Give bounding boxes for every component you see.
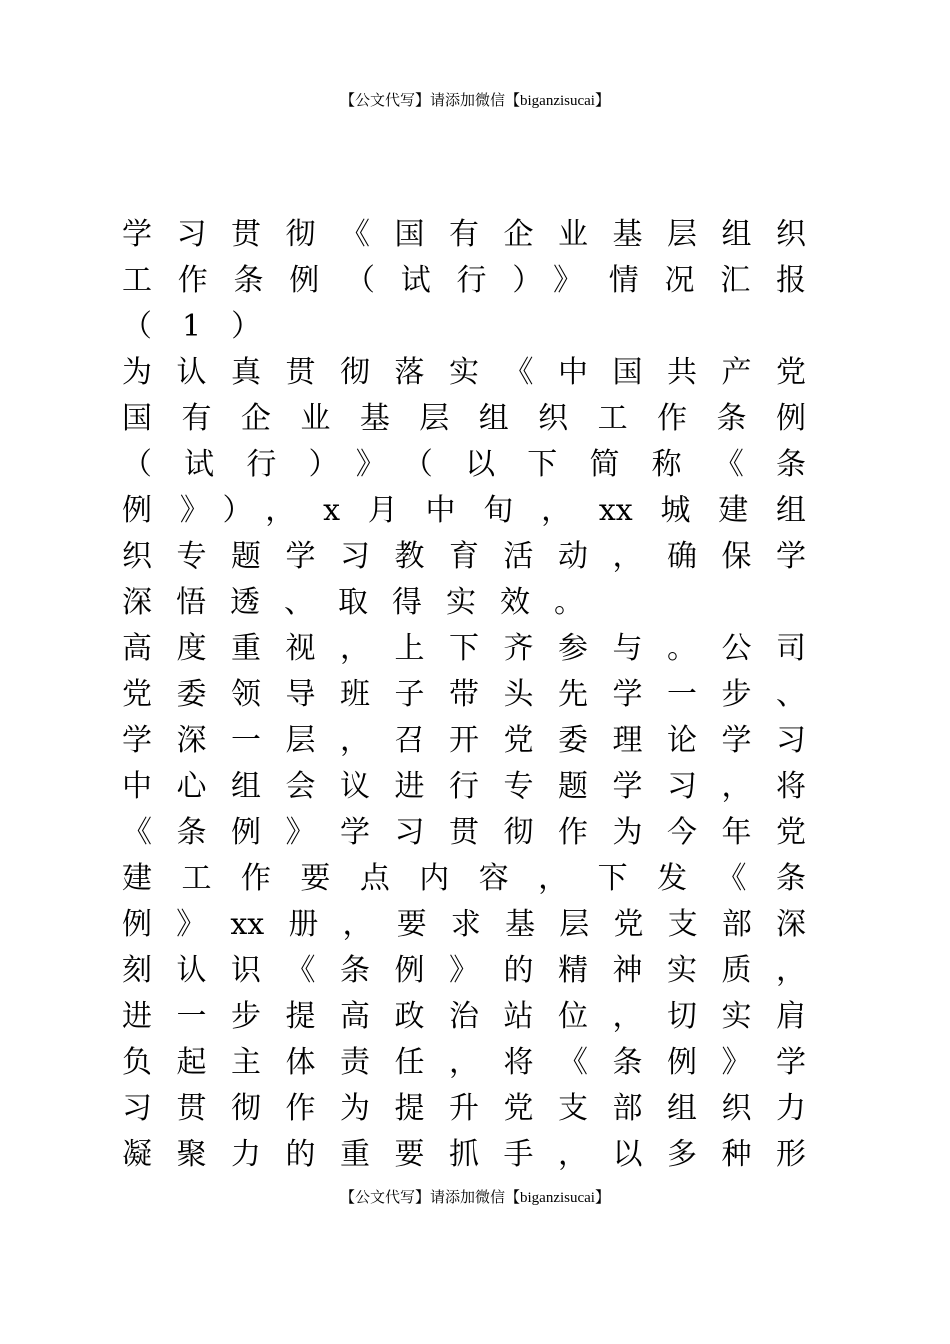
paragraph-line: 负起主体责任，将《条例》学 xyxy=(122,1045,806,1080)
paragraph-line: 党委领导班子带头先学一步、 xyxy=(122,677,806,712)
paragraph-line: 例》xx册，要求基层党支部深 xyxy=(122,907,806,942)
paragraph-line: 学深一层，召开党委理论学习 xyxy=(122,723,806,758)
paragraph-line: 中心组会议进行专题学习，将 xyxy=(122,769,806,804)
paragraph-line: 《条例》学习贯彻作为今年党 xyxy=(122,815,806,850)
page-header: 【公文代写】请添加微信【biganzisucai】 xyxy=(340,93,610,109)
title-line-3: （1） xyxy=(122,309,292,344)
paragraph-line: 高度重视，上下齐参与。公司 xyxy=(122,631,806,666)
paragraph-line: 进一步提高政治站位，切实肩 xyxy=(122,999,806,1034)
page-footer: 【公文代写】请添加微信【biganzisucai】 xyxy=(340,1190,610,1206)
paragraph-line: 刻认识《条例》的精神实质， xyxy=(122,953,806,988)
paragraph-line: 为认真贯彻落实《中国共产党 xyxy=(122,355,806,390)
paragraph-line: 例》），x月中旬，xx城建组 xyxy=(122,493,806,528)
paragraph-line: 国有企业基层组织工作条例 xyxy=(122,401,806,436)
paragraph-line: 织专题学习教育活动，确保学 xyxy=(122,539,806,574)
title-line-2: 工作条例（试行）》情况汇报 xyxy=(122,263,806,298)
paragraph-line: （试行）》（以下简称《条 xyxy=(122,447,806,482)
paragraph-line: 深悟透、取得实效。 xyxy=(122,585,608,620)
paragraph-line: 习贯彻作为提升党支部组织力 xyxy=(122,1091,806,1126)
title-line-1: 学习贯彻《国有企业基层组织 xyxy=(122,217,806,252)
paragraph-line: 凝聚力的重要抓手，以多种形 xyxy=(122,1137,806,1172)
document-body xyxy=(122,212,806,1178)
paragraph-line: 建工作要点内容，下发《条 xyxy=(122,861,806,896)
